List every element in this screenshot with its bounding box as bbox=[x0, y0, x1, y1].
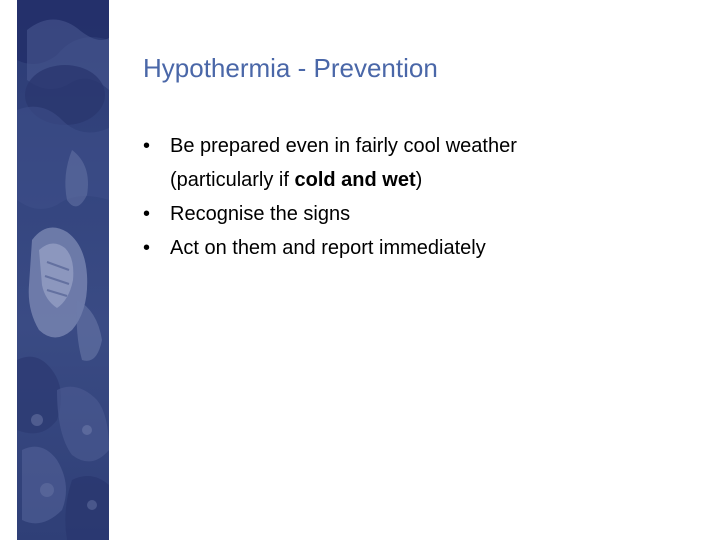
bullet-list bbox=[143, 129, 517, 265]
bullet-text-part: (particularly if bbox=[170, 169, 295, 191]
bullet-text-part: ) bbox=[415, 169, 423, 191]
bullet-text: Recognise the signs bbox=[170, 203, 351, 225]
side-decorative-photo bbox=[17, 0, 109, 540]
bullet-item-recognise-signs bbox=[143, 197, 517, 231]
bullet-dot: • bbox=[143, 203, 151, 225]
bullet-item-be-prepared bbox=[143, 129, 517, 197]
bullet-dot: • bbox=[143, 237, 151, 259]
bold-emphasis: cold and wet bbox=[294, 169, 416, 191]
bullet-dot: • bbox=[143, 135, 151, 157]
clasped-hands-photo-graphic bbox=[17, 0, 109, 540]
bullet-text: Act on them and report immediately bbox=[170, 237, 486, 259]
bullet-item-act-and-report bbox=[143, 231, 517, 265]
bullet-text: Be prepared even in fairly cool weather bbox=[170, 135, 517, 157]
slide-title: Hypothermia - Prevention bbox=[143, 53, 438, 83]
bullet-text-continuation bbox=[170, 163, 517, 197]
